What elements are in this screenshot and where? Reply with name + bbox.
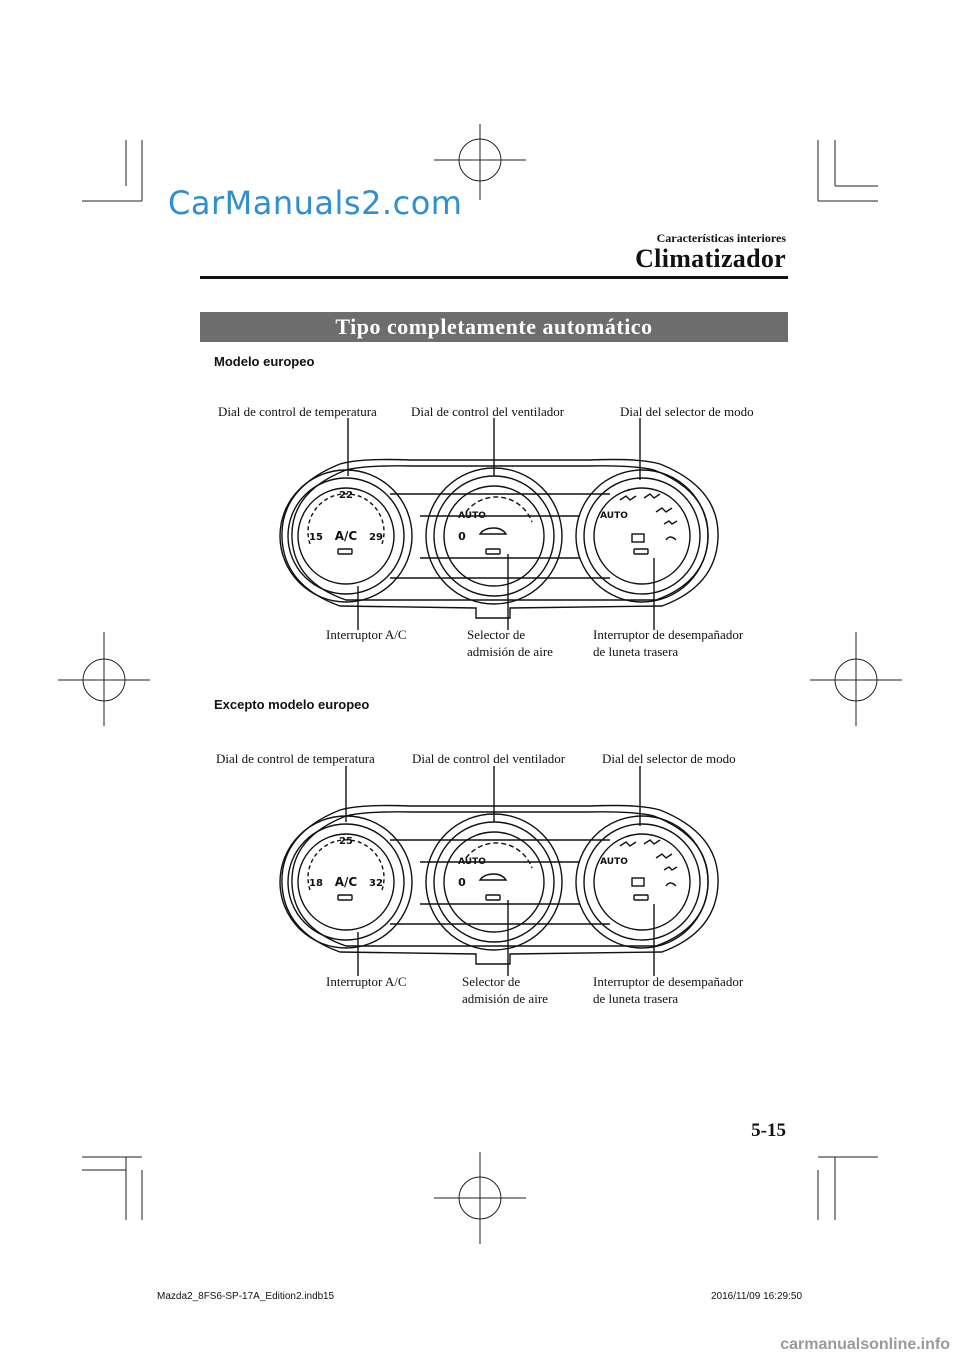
diagram-heading: Excepto modelo europeo [214, 697, 370, 712]
label-fan-dial: Dial de control del ventilador [411, 404, 565, 419]
label-intake-selector-line1: Selector de [467, 627, 526, 642]
label-defogger-line2: de luneta trasera [593, 644, 679, 659]
ac-label: A/C [334, 529, 358, 543]
section-banner: Tipo completamente automático [200, 312, 788, 342]
section-caption: Características interiores [656, 231, 786, 245]
label-ac-switch: Interruptor A/C [326, 627, 407, 642]
footer-filename: Mazda2_8FS6-SP-17A_Edition2.indb [157, 1291, 324, 1302]
label-defogger-line1: Interruptor de desempañador [593, 627, 744, 642]
title-rule [200, 276, 788, 279]
temp-dial-max-value: 29 [369, 532, 383, 543]
temp-dial-min-value: 18 [309, 878, 323, 889]
temp-dial-mid-value: 25 [339, 836, 353, 847]
label-temperature-dial: Dial de control de temperatura [216, 751, 375, 766]
temp-dial-max-value: 32 [369, 878, 383, 889]
fan-auto-label: AUTO [458, 511, 486, 521]
label-mode-dial: Dial del selector de modo [602, 751, 736, 766]
label-intake-selector-line2: admisión de aire [467, 644, 553, 659]
label-temperature-dial: Dial de control de temperatura [218, 404, 377, 419]
label-defogger-line2: de luneta trasera [593, 991, 679, 1006]
page-title: Climatizador [635, 244, 786, 273]
footer-timestamp: 2016/11/09 16:29:50 [711, 1291, 803, 1302]
climate-panel-diagram [270, 766, 730, 976]
temp-dial-min-value: 15 [309, 532, 323, 543]
watermark-logo: CarManuals2.com [168, 184, 463, 222]
climate-panel-diagram [270, 418, 730, 630]
fan-zero-label: 0 [458, 876, 466, 889]
page-number: 5-15 [751, 1120, 786, 1141]
temp-dial-mid-value: 22 [339, 490, 353, 501]
mode-auto-label: AUTO [600, 857, 628, 867]
label-fan-dial: Dial de control del ventilador [412, 751, 566, 766]
fan-zero-label: 0 [458, 530, 466, 543]
label-defogger-line1: Interruptor de desempañador [593, 974, 744, 989]
fan-auto-label: AUTO [458, 857, 486, 867]
watermark-url: carmanualsonline.info [780, 1336, 950, 1353]
footer-page: 15 [323, 1291, 335, 1302]
ac-label: A/C [334, 875, 358, 889]
label-intake-selector-line2: admisión de aire [462, 991, 548, 1006]
mode-auto-label: AUTO [600, 511, 628, 521]
diagram-heading: Modelo europeo [214, 354, 315, 369]
label-intake-selector-line1: Selector de [462, 974, 521, 989]
label-mode-dial: Dial del selector de modo [620, 404, 754, 419]
label-ac-switch: Interruptor A/C [326, 974, 407, 989]
